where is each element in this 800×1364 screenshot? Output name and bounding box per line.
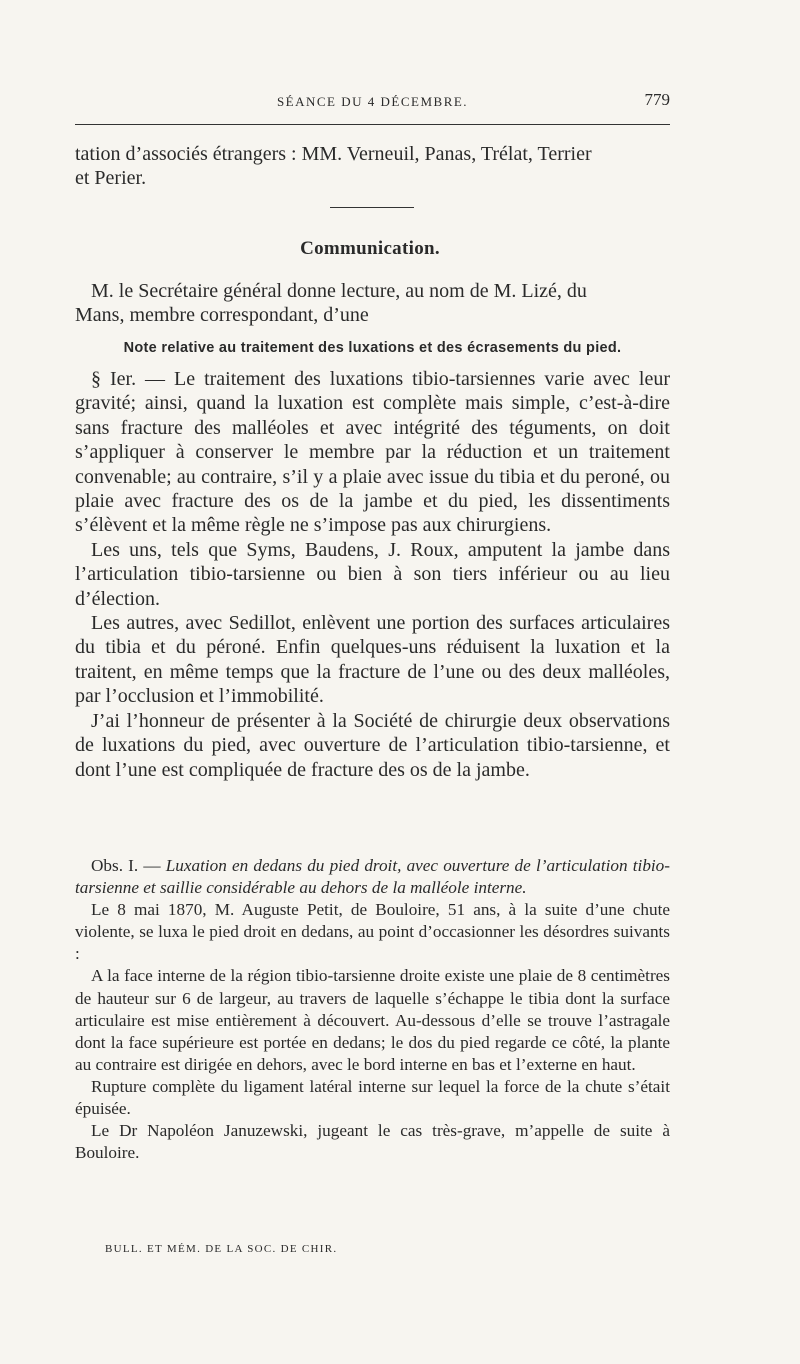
observation-paragraph-2: A la face interne de la région tibio-tarsienne droite existe une plaie de 8 centimètres de hauteur sur 6 de largeur, au travers de laquelle s’échappe le tibia dont la surface articulaire est mise entièrement à découvert. Au-dessous d’elle se trouve l’astragale dont la face supérieure est portée en dedans; le dos du pied regarde ce côté, la plante au contraire est dirigée en dehors, avec le bord interne en bas et l’externe en haut. — [75, 966, 670, 1074]
observation-block — [75, 855, 670, 1164]
observation-title: Luxation en dedans du pied droit, avec ouverture de l’articulation tibio-tarsienne et saillie considérable au dehors de la malléole interne. — [75, 856, 670, 898]
announcement-text — [75, 279, 670, 328]
observation-paragraph-1: Le 8 mai 1870, M. Auguste Petit, de Bouloire, 51 ans, à la suite d’une chute violente, se luxa le pied droit en dedans, au point d’occasionner les désordres suivants : — [75, 900, 670, 964]
observation-label: Obs. I. — — [91, 856, 161, 875]
intro-line-1: tation d’associés étrangers : MM. Verneuil, Panas, Trélat, Terrier — [75, 143, 592, 165]
main-paragraphs — [75, 367, 670, 782]
running-title: SÉANCE DU 4 DÉCEMBRE. — [276, 94, 469, 109]
announcement-line-1: M. le Secrétaire général donne lecture, au nom de M. Lizé, du — [91, 280, 587, 302]
observation-paragraph-3: Rupture complète du ligament latéral interne sur lequel la force de la chute s’était épuisée. — [75, 1076, 670, 1119]
announcement-line-2: Mans, membre correspondant, d’une — [75, 304, 369, 327]
page-header — [75, 90, 670, 114]
paragraph-2: Les uns, tels que Syms, Baudens, J. Roux, amputent la jambe dans l’articulation tibio-tarsienne ou bien à son tiers inférieur ou au lieu d’élection. — [75, 538, 670, 610]
intro-text — [75, 142, 670, 191]
note-title: Note relative au traitement des luxations et des écrasements du pied. — [123, 340, 622, 356]
page-footer: BULL. ET MÉM. DE LA SOC. DE CHIR. — [105, 1243, 338, 1255]
header-rule — [75, 124, 670, 125]
paragraph-3: Les autres, avec Sedillot, enlèvent une portion des surfaces articulaires du tibia et du péroné. Enfin quelques-uns réduisent la luxation et la traitent, en même temps que la fracture de l’une ou des deux malléoles, par l’occlusion et l’immobilité. — [75, 612, 670, 708]
intro-line-2: et Perier. — [75, 167, 147, 190]
paragraph-4: J’ai l’honneur de présenter à la Société de chirurgie deux observations de luxations du pied, avec ouverture de l’articulation tibio-tarsienne, et dont l’une est compliquée de fracture des os de la jambe. — [75, 709, 670, 781]
section-title: Communication. — [300, 238, 440, 259]
paragraph-1: § Ier. — Le traitement des luxations tibio-tarsiennes varie avec leur gravité; ainsi, quand la luxation est complète mais simple, c’est-à-dire sans fracture des malléoles et avec intégrité des téguments, on doit s’appliquer à conserver le membre par la réduction et un traitement convenable; au contraire, s’il y a plaie avec issue du tibia et du peroné, ou plaie avec fracture des os de la jambe et du pied, les dissentiments s’élèvent et la même règle ne s’impose pas aux chirurgiens. — [75, 368, 670, 537]
section-divider — [330, 207, 414, 208]
observation-paragraph-4: Le Dr Napoléon Januzewski, jugeant le cas très-grave, m’appelle de suite à Bouloire. — [75, 1121, 670, 1163]
page-number: 779 — [644, 90, 670, 109]
observation-heading — [75, 855, 670, 899]
